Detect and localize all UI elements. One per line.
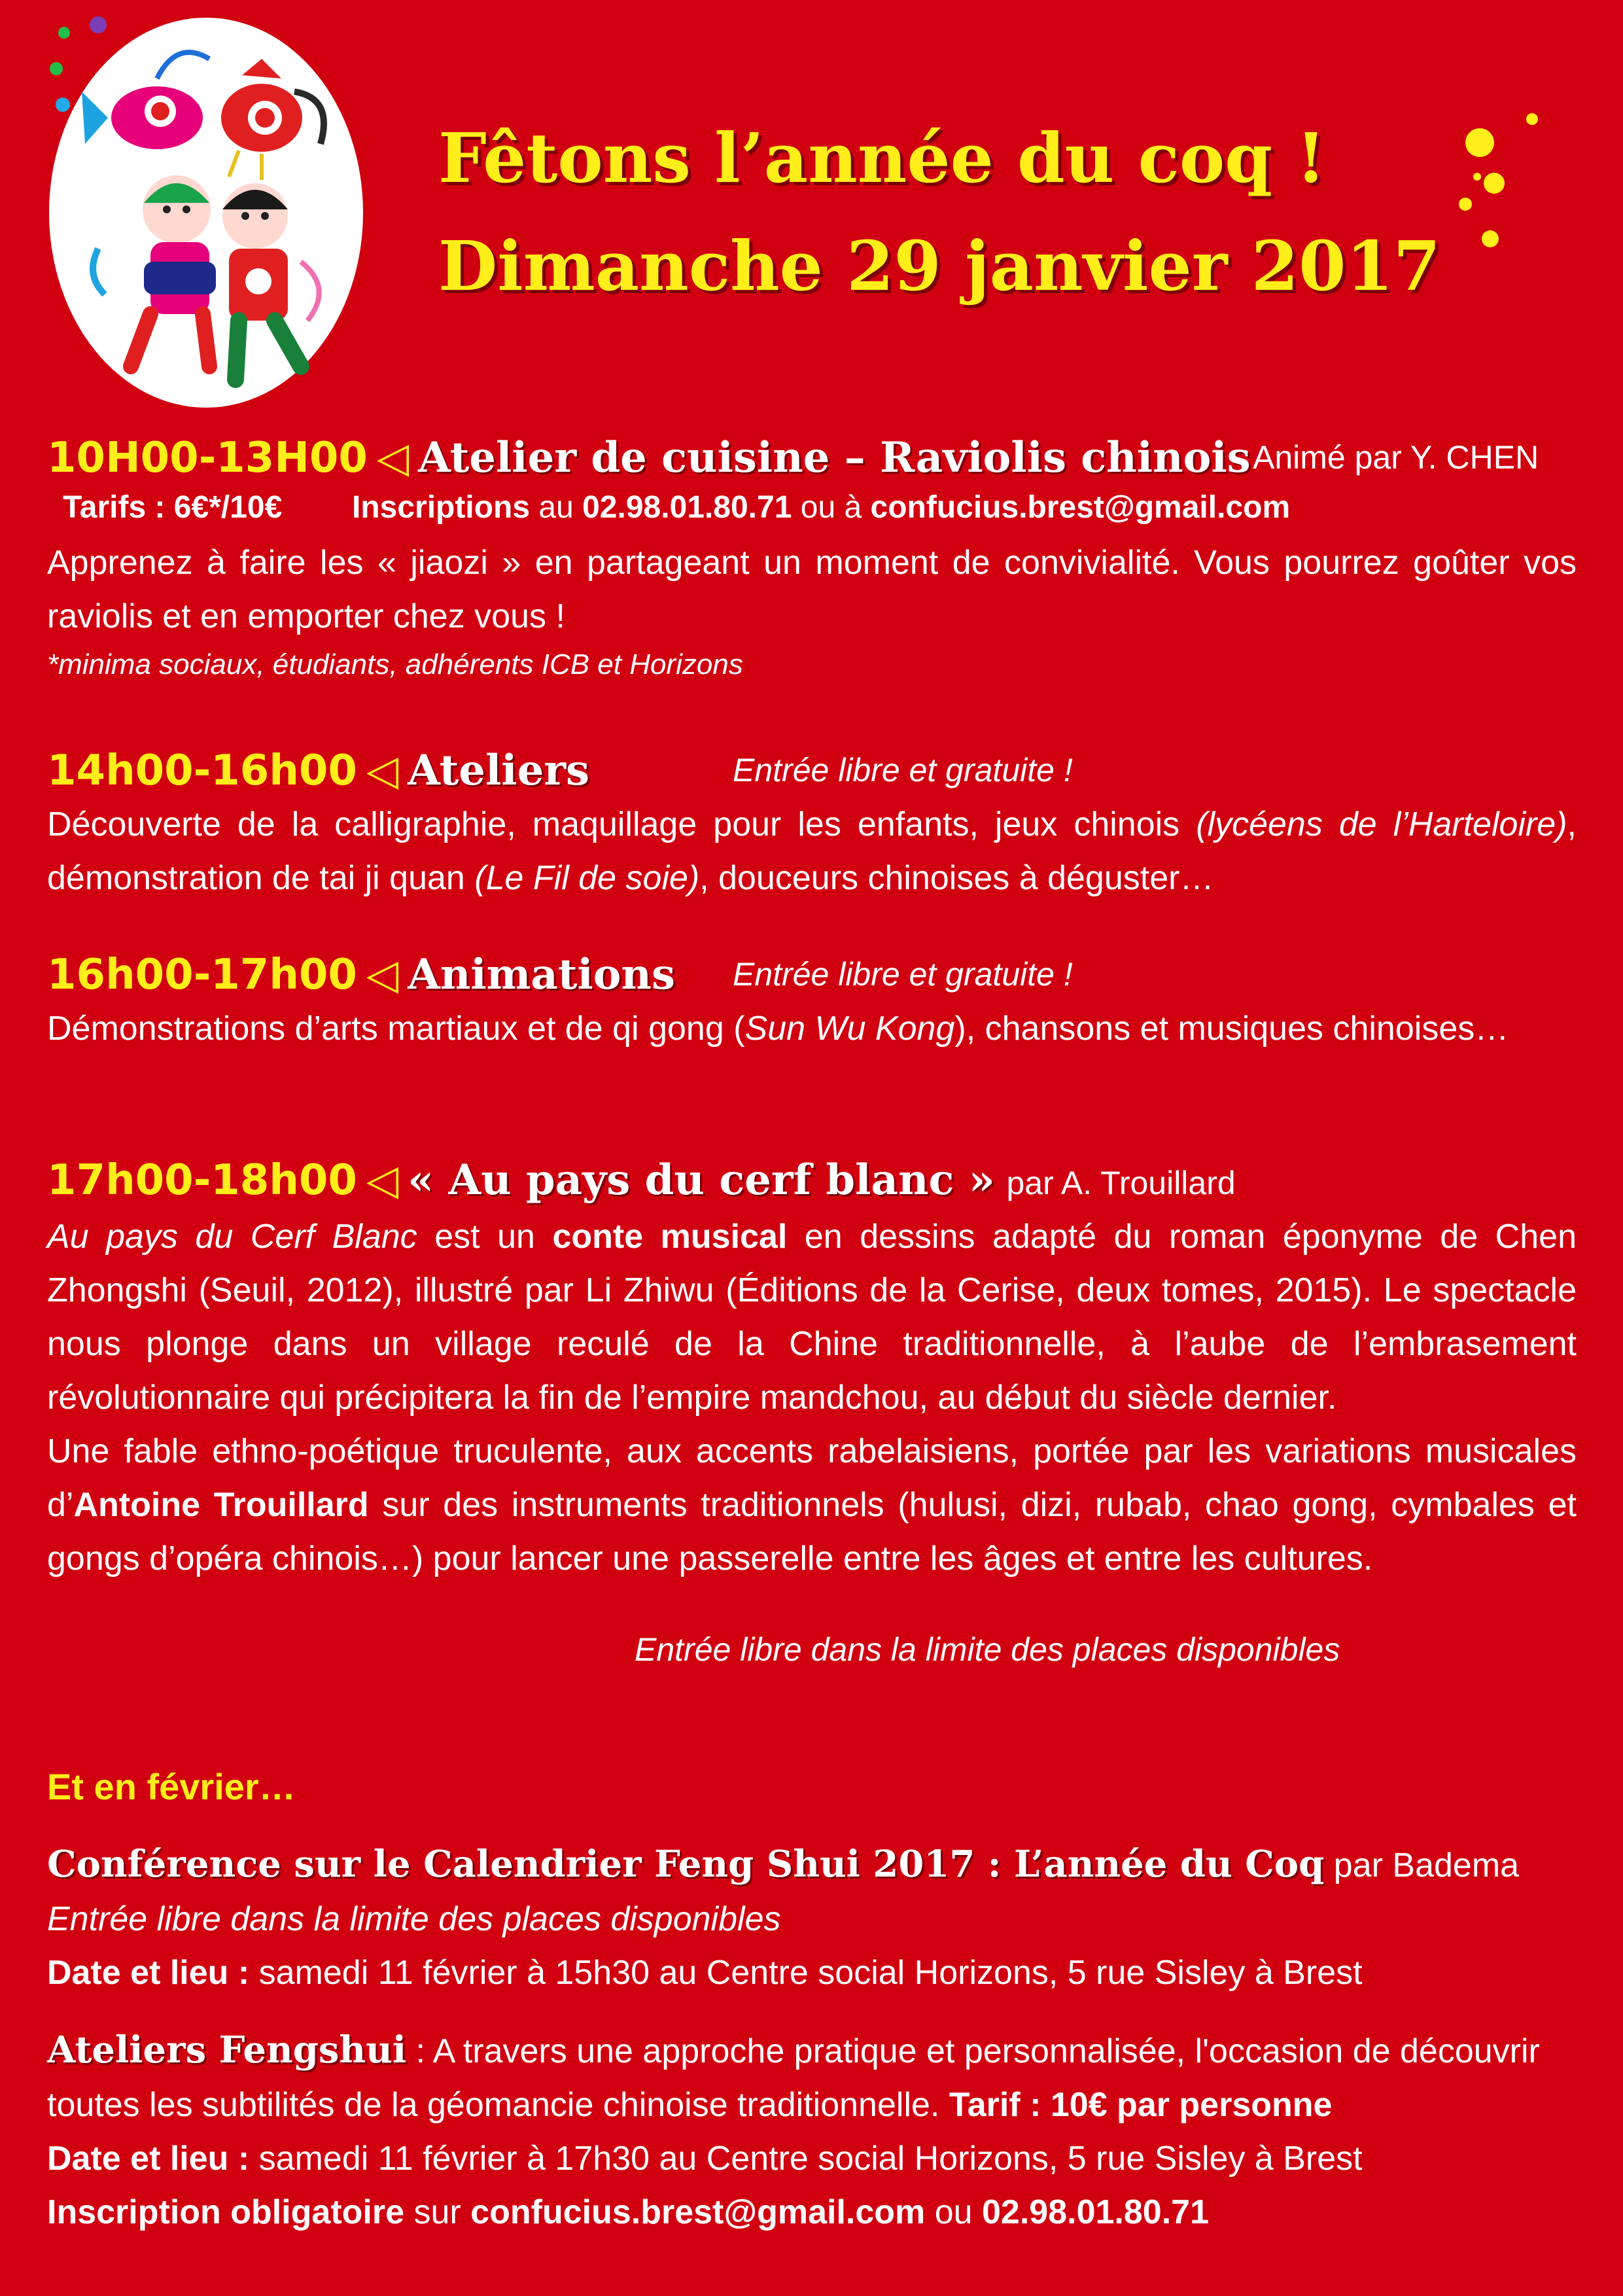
date-label: Date et lieu : — [47, 1954, 250, 1992]
text-italic: Sun Wu Kong — [744, 1010, 955, 1048]
conference-title-line — [47, 1837, 1577, 1892]
time-range: 16h00-17h00 — [47, 951, 357, 999]
title-line1: Fêtons l’année du coq ! — [438, 118, 1326, 198]
fengshui-date-line — [47, 2132, 1577, 2185]
section-cerf-blanc — [47, 1153, 1577, 1668]
inscription-label: Inscription obligatoire — [47, 2193, 405, 2231]
arrow-left-icon: ◁ — [376, 434, 410, 481]
inscription-sur: sur — [413, 2193, 461, 2231]
cooking-description: Apprenez à faire les « jiaozi » en partageant un moment de convivialité. Vous pourrez goûter vos raviolis et en emporter chez vous ! — [47, 544, 1577, 635]
tarif-footnote: *minima sociaux, étudiants, adhérents ICB et Horizons — [47, 648, 743, 680]
inscription-phone: 02.98.01.80.71 — [982, 2193, 1210, 2231]
tarifs: Tarifs : 6€*/10€ — [63, 490, 283, 525]
section-animations — [47, 947, 1577, 1055]
conference-date: samedi 11 février à 15h30 au Centre social Horizons, 5 rue Sisley à Brest — [258, 1954, 1363, 1992]
section-ateliers — [47, 743, 1577, 905]
text: Découverte de la calligraphie, maquillage pour les enfants, jeux chinois — [47, 805, 1196, 843]
tarifs-line — [47, 485, 1577, 531]
animator: Animé par Y. CHEN — [1253, 439, 1539, 476]
text: , douceurs chinoises à déguster… — [699, 859, 1214, 897]
text: Une fable ethno-poétique truculente, aux accents rabelaisiens, portée par les variations musicales d’ — [47, 1432, 1577, 1524]
text: sur des instruments traditionnels (hulusi, dizi, rubab, chao gong, cymbales et gongs d’opéra chinois…) pour lancer une passerelle entre les âges et entre les cultures. — [47, 1486, 1577, 1578]
title-line2: Dimanche 29 janvier 2017 — [438, 226, 1441, 306]
section-fevrier — [47, 1760, 1577, 2239]
papercut-children-illustration-icon — [46, 13, 373, 419]
section-cooking-workshop — [47, 431, 1577, 686]
text-italic: Au pays du Cerf Blanc — [47, 1218, 417, 1256]
section-title: Animations — [408, 950, 675, 999]
conference-block — [47, 1837, 1577, 2000]
text-italic: (lycéens de l’Harteloire) — [1196, 805, 1567, 843]
email: confucius.brest@gmail.com — [870, 490, 1291, 525]
time-range: 14h00-16h00 — [47, 747, 357, 795]
time-range: 10H00-13H00 — [47, 434, 368, 482]
inscriptions-au: au — [538, 490, 574, 525]
performer: par A. Trouillard — [1006, 1165, 1236, 1201]
arrow-left-icon: ◁ — [366, 1156, 399, 1203]
phone: 02.98.01.80.71 — [582, 490, 792, 525]
entry-note: Entrée libre et gratuite ! — [733, 956, 1073, 993]
animations-description — [47, 1002, 1577, 1055]
section-title: Ateliers — [408, 746, 590, 795]
section-heading — [47, 1153, 1577, 1210]
confetti-dots-right-icon — [1439, 105, 1557, 262]
section-heading — [47, 431, 1577, 485]
fengshui-tarif: Tarif : 10€ par personne — [949, 2086, 1333, 2124]
text-bold: conte musical — [552, 1218, 788, 1256]
fengshui-date: samedi 11 février à 17h30 au Centre social Horizons, 5 rue Sisley à Brest — [258, 2140, 1363, 2178]
section-heading — [47, 743, 1577, 798]
inscription-email: confucius.brest@gmail.com — [470, 2193, 926, 2231]
text: Démonstrations d’arts martiaux et de qi gong ( — [47, 1010, 745, 1048]
text-italic: (Le Fil de soie) — [474, 859, 700, 897]
section-heading — [47, 947, 1577, 1002]
ou-a: ou à — [800, 490, 862, 525]
entry-note: Entrée libre et gratuite ! — [733, 752, 1073, 788]
ateliers-description — [47, 798, 1577, 905]
text: ), chansons et musiques chinoises… — [954, 1010, 1509, 1048]
text: est un — [417, 1218, 553, 1256]
text: : A travers une approche pratique et personnalisée, l'occasion de découvrir toutes les subtilités de la géomancie chinoise traditionnelle. — [47, 2032, 1540, 2124]
header — [0, 0, 1623, 419]
conference-title: Conférence sur le Calendrier Feng Shui 2017 : L’année du Coq — [47, 1843, 1325, 1886]
text: , démonstration de tai ji quan — [47, 805, 1577, 897]
fevrier-heading: Et en février… — [47, 1766, 296, 1807]
inscription-ou: ou — [934, 2193, 973, 2231]
entry-note: Entrée libre dans la limite des places disponibles — [635, 1631, 1340, 1668]
arrow-left-icon: ◁ — [366, 951, 399, 998]
inscriptions-label: Inscriptions — [351, 490, 531, 525]
section-title: Atelier de cuisine – Raviolis chinois — [418, 433, 1251, 482]
conference-entry: Entrée libre dans la limite des places disponibles — [47, 1900, 781, 1938]
fengshui-block — [47, 2023, 1577, 2239]
cerf-blanc-paragraph-1 — [47, 1210, 1577, 1424]
date-label: Date et lieu : — [47, 2140, 250, 2178]
time-range: 17h00-18h00 — [47, 1156, 357, 1205]
inscription-line — [47, 2185, 1577, 2239]
section-title: « Au pays du cerf blanc » — [408, 1156, 995, 1205]
fengshui-title: Ateliers Fengshui — [47, 2028, 407, 2072]
arrow-left-icon: ◁ — [366, 747, 399, 794]
fengshui-description — [47, 2023, 1577, 2132]
cerf-blanc-paragraph-2 — [47, 1424, 1577, 1585]
text: en dessins adapté du roman éponyme de Chen Zhongshi (Seuil, 2012), illustré par Li Zhiwu (Éditions de la Cerise, deux tomes, 2015). Le spectacle nous plonge dans un village reculé de la Chine traditionnelle, à l’aube de l’embrasement révolutionnaire qui précipitera la fin de l’empire mandchou, au début du siècle dernier. — [47, 1218, 1577, 1417]
conference-date-line — [47, 1946, 1577, 2000]
text-bold: Antoine Trouillard — [73, 1486, 369, 1524]
conference-speaker: par Badema — [1333, 1846, 1520, 1884]
